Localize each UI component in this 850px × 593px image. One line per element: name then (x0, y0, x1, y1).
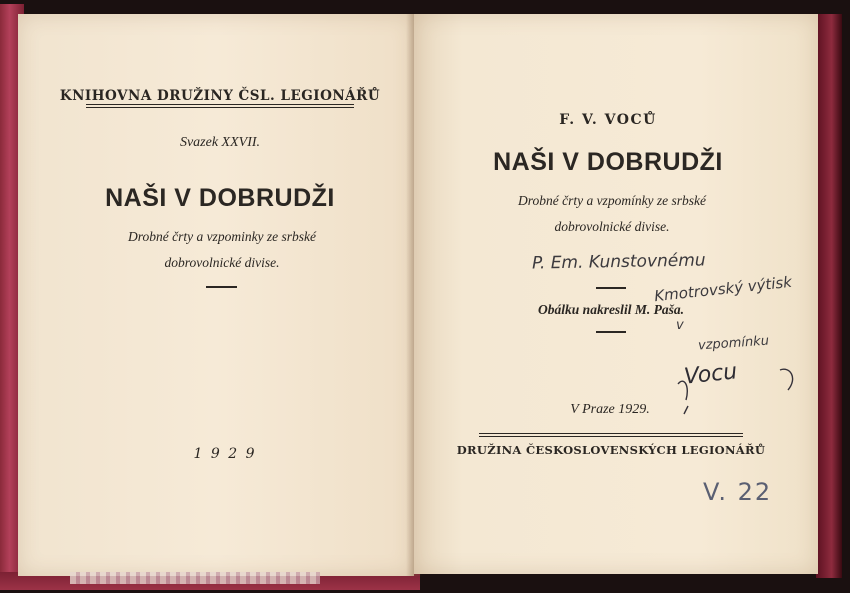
publisher-name: DRUŽINA ČESKOSLOVENSKÝCH LEGIONÁŘŮ (456, 443, 766, 457)
book-cover-right-edge (816, 14, 842, 578)
left-subtitle-line2: dobrovolnické divise. (164, 255, 280, 270)
left-subtitle-line1: Drobné črty a vzpominky ze srbské (127, 229, 317, 244)
publication-place-date: V Praze 1929. (570, 402, 650, 417)
cover-credit: Obálku nakreslil M. Paša. (538, 302, 684, 317)
publisher-double-rule (479, 433, 743, 437)
library-stamp-strip (70, 572, 320, 584)
handwritten-dedication-line4: vzpomínku (697, 333, 770, 354)
volume-number: Svazek XXVII. (179, 135, 261, 150)
right-subtitle-line1: Drobné črty a vzpomínky ze srbské (517, 193, 707, 208)
series-double-rule (86, 104, 354, 108)
handwritten-dedication-line3: v (676, 318, 684, 333)
handwritten-dedication-name: P. Em. Kunstovnému (531, 250, 706, 274)
right-separator-rule-2 (596, 331, 626, 333)
signature-flourish (670, 356, 810, 416)
handwritten-signature: Vocu (682, 359, 739, 390)
series-title: KNIHOVNA DRUŽINY ČSL. LEGIONÁŘŮ (59, 88, 381, 104)
left-separator-rule (206, 286, 237, 288)
author-name: F. V. VOCŮ (559, 112, 657, 128)
right-page-title: NAŠI V DOBRUDŽI (493, 148, 723, 176)
left-page-title: NAŠI V DOBRUDŽI (105, 184, 335, 212)
right-separator-rule-1 (596, 287, 626, 289)
right-subtitle-line2: dobrovolnické divise. (554, 219, 670, 234)
handwritten-dedication-line2: Kmotrovský výtisk (653, 272, 793, 306)
left-page-year: 1 9 2 9 (193, 446, 257, 462)
handwritten-shelf-mark: V. 22 (703, 478, 773, 506)
